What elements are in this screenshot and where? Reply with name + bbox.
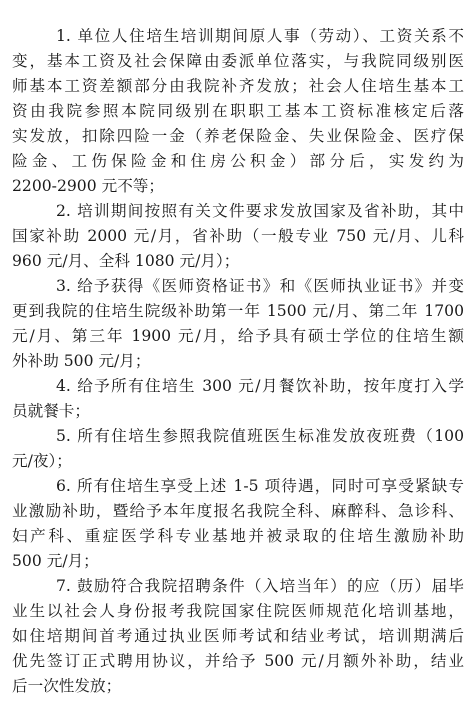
paragraph-line: 优先签订正式聘用协议，并给予 500 元/月额外补助，结业 (12, 652, 464, 670)
paragraph-7 (12, 574, 464, 699)
paragraph-line: 变，基本工资及社会保障由委派单位落实，与我院同级别医 (12, 52, 464, 70)
paragraph-line: 实发放，扣除四险一金（养老保险金、失业保险金、医疗保 (12, 127, 464, 145)
paragraph-line: 元/夜）； (12, 452, 72, 470)
paragraph-line: 国家补助 2000 元/月，省补助（一般专业 750 元/月、儿科 (12, 227, 464, 245)
paragraph-line: 妇产科、重症医学科专业基地并被录取的住培生激励补助 (12, 527, 464, 545)
paragraph-line: 资由我院参照本院同级别在职职工基本工资标准核定后落 (12, 102, 464, 120)
paragraph-line: 后一次性发放； (12, 677, 122, 695)
paragraph-line: 500 元/月； (12, 552, 99, 570)
paragraph-line: 业激励补助，暨给予本年度报名我院全科、麻醉科、急诊科、 (12, 502, 464, 520)
paragraph-line: 更到我院的住培生院级补助第一年 1500 元/月、第二年 1700 (12, 302, 464, 320)
paragraph-3 (12, 274, 464, 374)
paragraph-line: 2200-2900 元不等； (12, 177, 164, 195)
paragraph-line: 元/月、第三年 1900 元/月，给予具有硕士学位的住培生额 (12, 327, 464, 345)
paragraph-line: 6. 所有住培生享受上述 1-5 项待遇，同时可享受紧缺专 (56, 477, 464, 495)
paragraph-6 (12, 474, 464, 574)
paragraph-2 (12, 199, 464, 274)
paragraph-line: 外补助 500 元/月； (12, 352, 151, 370)
paragraph-4 (12, 374, 464, 424)
paragraph-line: 师基本工资差额部分由我院补齐发放；社会人住培生基本工 (12, 77, 464, 95)
paragraph-1 (12, 24, 464, 199)
paragraph-line: 险金、工伤保险金和住房公积金）部分后，实发约为 (12, 152, 464, 170)
paragraph-line: 7. 鼓励符合我院招聘条件（入培当年）的应（历）届毕 (56, 577, 464, 595)
paragraph-line: 如住培期间首考通过执业医师考试和结业考试，培训期满后 (12, 627, 464, 645)
paragraph-5 (12, 424, 464, 474)
paragraph-line: 3. 给予获得《医师资格证书》和《医师执业证书》并变 (56, 277, 464, 295)
paragraph-line: 员就餐卡； (12, 402, 90, 420)
paragraph-line: 5. 所有住培生参照我院值班医生标准发放夜班费（100 (56, 427, 464, 445)
paragraph-line: 4. 给予所有住培生 300 元/月餐饮补助，按年度打入学 (56, 377, 464, 395)
paragraph-line: 1. 单位人住培生培训期间原人事（劳动）、工资关系不 (56, 27, 464, 45)
paragraph-line: 业生以社会人身份报考我院国家住院医师规范化培训基地， (12, 602, 464, 620)
paragraph-line: 960 元/月、全科 1080 元/月）； (12, 252, 240, 270)
paragraph-line: 2. 培训期间按照有关文件要求发放国家及省补助，其中 (56, 202, 464, 220)
